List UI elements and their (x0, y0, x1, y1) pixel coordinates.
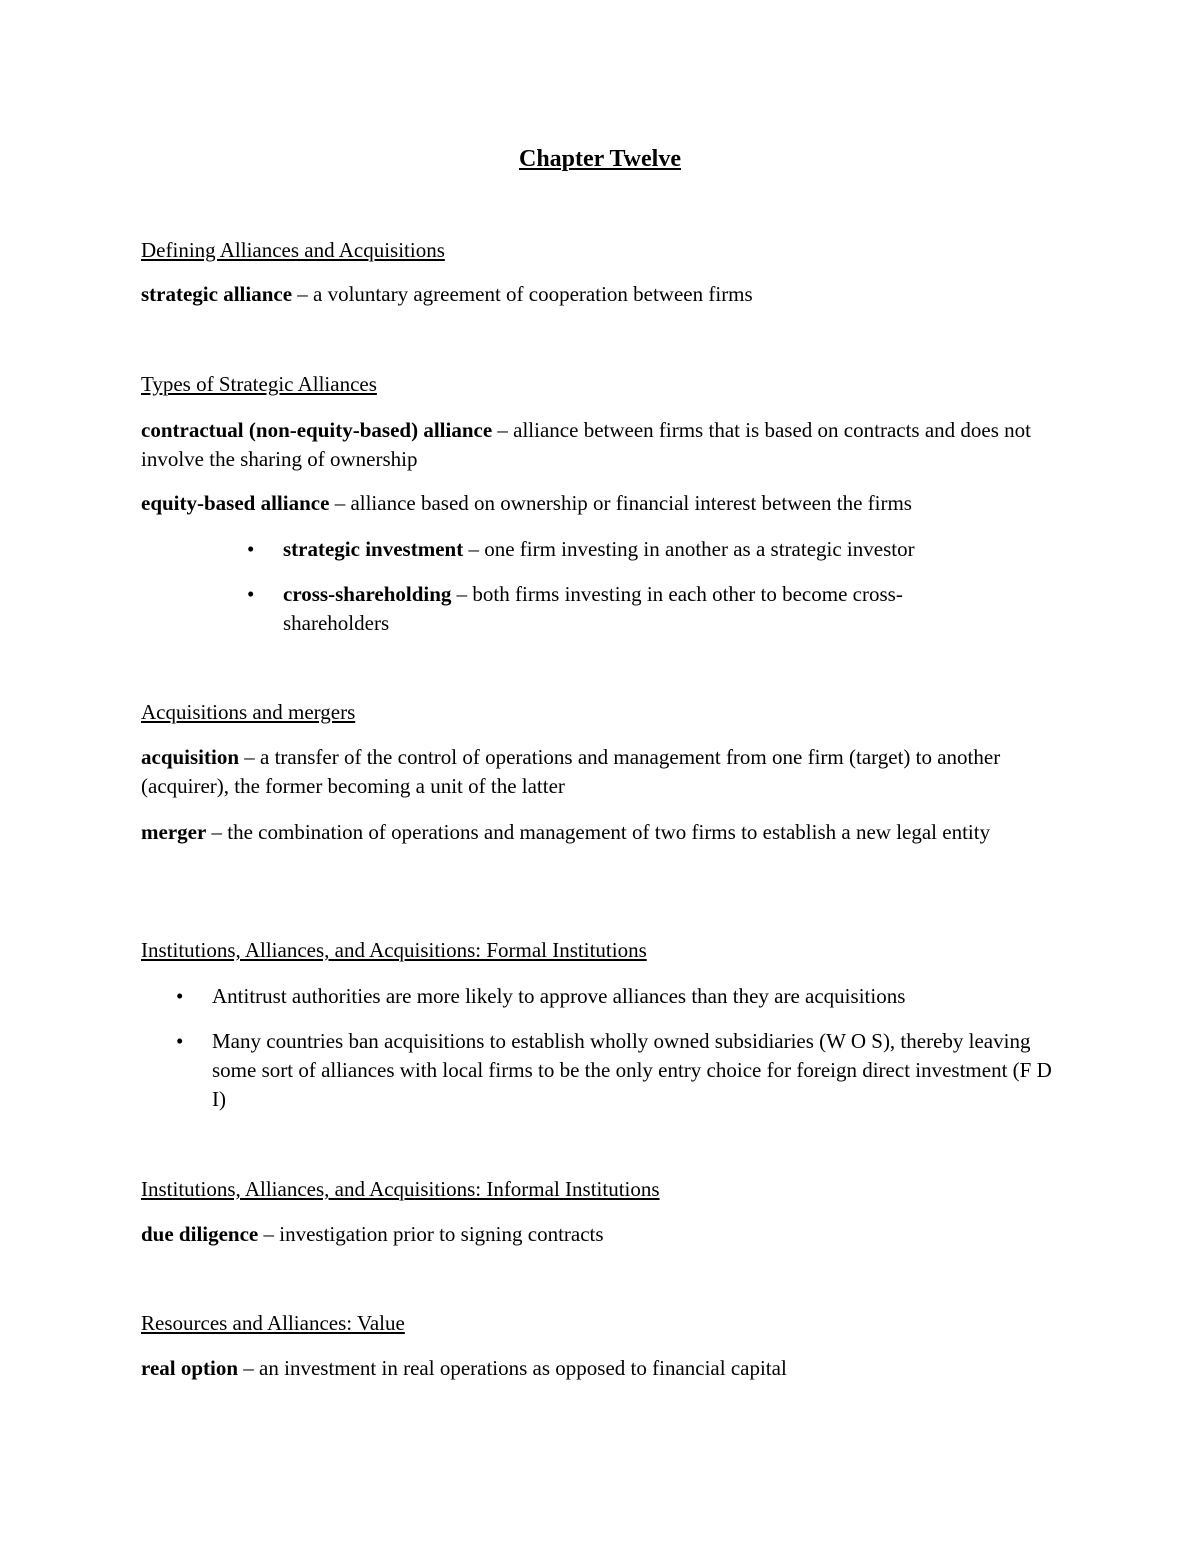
term: strategic investment (283, 537, 464, 561)
section-heading-resources-value: Resources and Alliances: Value (141, 1311, 405, 1335)
term: merger (141, 820, 207, 844)
term: strategic alliance (141, 282, 293, 306)
term: contractual (non-equity-based) alliance (141, 418, 493, 442)
section-heading-types: Types of Strategic Alliances (141, 372, 377, 396)
definition: – a voluntary agreement of cooperation between firms (292, 282, 753, 306)
definition: – the combination of operations and management of two firms to establish a new legal entity (206, 820, 991, 844)
term: due diligence (141, 1222, 259, 1246)
definition: – both firms investing in each other to become cross-shareholders (283, 582, 903, 635)
term: real option (141, 1356, 239, 1380)
page-title: Chapter Twelve (519, 146, 681, 172)
definition: – a transfer of the control of operations and management from one firm (target) to another (acquirer), the former becoming a unit of the latter (141, 745, 1001, 798)
definition-due-diligence (141, 1220, 1066, 1249)
term: cross-shareholding (283, 582, 452, 606)
definition: – investigation prior to signing contracts (258, 1222, 604, 1246)
definition: – one firm investing in another as a strategic investor (463, 537, 915, 561)
section-heading-informal-institutions: Institutions, Alliances, and Acquisitions: Informal Institutions (141, 1177, 660, 1201)
definition: – alliance based on ownership or financial interest between the firms (329, 491, 912, 515)
bullet-icon: • (176, 1029, 184, 1053)
term: acquisition (141, 745, 240, 769)
list-item-text (283, 535, 1003, 564)
section-heading-formal-institutions: Institutions, Alliances, and Acquisitions: Formal Institutions (141, 938, 647, 962)
definition-contractual-alliance (141, 416, 1061, 474)
section-heading-acquisitions: Acquisitions and mergers (141, 700, 356, 724)
list-item-text (283, 580, 983, 638)
term: equity-based alliance (141, 491, 330, 515)
definition-acquisition (141, 743, 1041, 801)
bullet-icon: • (247, 582, 255, 606)
definition-merger (141, 818, 1041, 847)
bullet-icon: • (247, 537, 255, 561)
bullet-icon: • (176, 984, 184, 1008)
section-heading-defining: Defining Alliances and Acquisitions (141, 238, 445, 262)
definition-equity-based-alliance (141, 489, 1066, 518)
list-item-text: Many countries ban acquisitions to establish wholly owned subsidiaries (W O S), thereby leaving some sort of alliances with local firms to be the only entry choice for foreign direct investment (F D I) (212, 1029, 1052, 1111)
list-item-text: Antitrust authorities are more likely to approve alliances than they are acquisitions (212, 984, 906, 1008)
definition-strategic-alliance (141, 280, 1066, 309)
definition: – alliance between firms that is based on contracts and does not involve the sharing of ownership (141, 418, 1031, 471)
definition: – an investment in real operations as opposed to financial capital (238, 1356, 787, 1380)
definition-real-option (141, 1354, 1066, 1383)
